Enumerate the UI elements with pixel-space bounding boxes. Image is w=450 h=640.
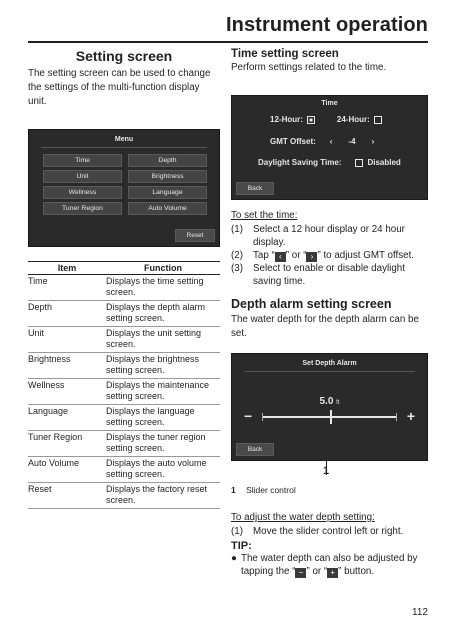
step-text-part: ” to adjust GMT offset. [317, 250, 415, 261]
table-header-function: Function [106, 262, 220, 275]
table-cell-function: Displays the factory reset screen. [106, 483, 220, 509]
left-column [28, 48, 220, 509]
table-row [28, 353, 220, 379]
time-step [231, 249, 428, 262]
depth-slider-handle[interactable] [330, 410, 332, 424]
step-text-part: ” or “ [285, 250, 307, 261]
time-back-button[interactable]: Back [236, 182, 274, 195]
menu-reset-button[interactable]: Reset [175, 229, 215, 242]
daylight-saving-option: Disabled [367, 158, 401, 167]
time-steps [231, 209, 428, 288]
plus-icon: + [327, 568, 338, 578]
to-set-time-label: To set the time: [231, 210, 298, 221]
table-row [28, 327, 220, 353]
hour-format-row [270, 115, 382, 124]
daylight-saving-row [258, 158, 401, 167]
table-cell-item: Auto Volume [28, 457, 106, 483]
plus-button[interactable]: + [406, 408, 415, 424]
depth-divider [244, 371, 415, 372]
caption-text: Slider control [246, 485, 296, 495]
time-screen-illustration [231, 95, 428, 200]
step-text [253, 249, 414, 262]
step-text: Move the slider control left or right. [253, 526, 404, 537]
menu-unit-button[interactable]: Unit [43, 170, 122, 183]
table-cell-item: Language [28, 405, 106, 431]
12-hour-label: 12-Hour: [270, 115, 303, 124]
24-hour-checkbox[interactable] [374, 116, 382, 124]
adjust-step [231, 525, 428, 538]
minus-button[interactable]: − [244, 408, 253, 424]
table-cell-item: Reset [28, 483, 106, 509]
depth-adjust-steps [231, 511, 428, 578]
caption-number: 1 [231, 485, 236, 495]
step-text-part: Tap “ [253, 250, 275, 261]
time-setting-intro: Perform settings related to the time. [231, 62, 387, 73]
menu-wellness-button[interactable]: Wellness [43, 186, 122, 199]
settings-item-table [28, 261, 220, 509]
bullet-icon: ● [231, 553, 237, 564]
step-number: (3) [231, 263, 243, 274]
table-row [28, 405, 220, 431]
page-header-title: Instrument operation [225, 14, 428, 36]
depth-alarm-intro: The water depth for the depth alarm can be set. [231, 314, 419, 339]
setting-screen-title: Setting screen [75, 48, 173, 64]
tip-title: TIP: [231, 540, 252, 552]
table-cell-item: Tuner Region [28, 431, 106, 457]
table-cell-function: Displays the language setting screen. [106, 405, 220, 431]
table-cell-function: Displays the time setting screen. [106, 275, 220, 301]
step-number: (2) [231, 250, 243, 261]
menu-time-button[interactable]: Time [43, 154, 122, 167]
menu-depth-button[interactable]: Depth [128, 154, 207, 167]
table-cell-function: Displays the maintenance setting screen. [106, 379, 220, 405]
table-cell-function: Displays the brightness setting screen. [106, 353, 220, 379]
table-cell-function: Displays the tuner region setting screen. [106, 431, 220, 457]
depth-value: 5.0 [319, 396, 334, 407]
menu-divider [41, 147, 207, 148]
table-row [28, 275, 220, 301]
depth-screen-illustration [231, 353, 428, 461]
gmt-offset-label: GMT Offset: [270, 137, 316, 146]
right-column [231, 48, 428, 578]
depth-screen-title: Set Depth Alarm [302, 360, 357, 367]
tip-bullet [231, 552, 428, 578]
depth-back-button[interactable]: Back [236, 443, 274, 456]
callout-number: 1 [323, 465, 330, 477]
menu-screen-illustration [28, 129, 220, 247]
tip-text-part: ” button. [338, 566, 375, 577]
daylight-saving-label: Daylight Saving Time: [258, 158, 342, 167]
chevron-left-icon: ‹ [275, 252, 286, 262]
gmt-offset-value: -4 [348, 137, 356, 146]
adjust-depth-label: To adjust the water depth setting: [231, 512, 375, 523]
table-cell-function: Displays the unit setting screen. [106, 327, 220, 353]
table-row [28, 301, 220, 327]
menu-language-button[interactable]: Language [128, 186, 207, 199]
chevron-right-icon: › [306, 252, 317, 262]
time-step [231, 223, 428, 249]
table-row [28, 431, 220, 457]
step-text: Select to enable or disable daylight saving time. [253, 263, 405, 287]
menu-button-grid [43, 154, 207, 215]
table-cell-item: Wellness [28, 379, 106, 405]
minus-icon: − [295, 568, 306, 578]
tip-text-part: The water depth can also be adjusted by tapping the “ [241, 553, 418, 577]
gmt-increase-chevron-icon[interactable]: › [371, 137, 375, 146]
figure-caption [231, 485, 428, 495]
table-cell-item: Time [28, 275, 106, 301]
table-row [28, 379, 220, 405]
gmt-offset-row [270, 137, 374, 146]
tip-text-part: ” or “ [306, 566, 328, 577]
menu-tuner-region-button[interactable]: Tuner Region [43, 202, 122, 215]
table-row [28, 483, 220, 509]
depth-value-display [232, 396, 427, 407]
setting-screen-intro: The setting screen can be used to change the settings of the multi-function display unit. [28, 68, 211, 107]
tip-text [241, 552, 428, 578]
12-hour-checkbox[interactable] [307, 116, 315, 124]
depth-unit: ft [336, 400, 340, 406]
page-number: 112 [412, 607, 428, 618]
menu-screen-title: Menu [114, 136, 134, 143]
daylight-saving-checkbox[interactable] [355, 159, 363, 167]
depth-alarm-title: Depth alarm setting screen [231, 297, 392, 311]
gmt-decrease-chevron-icon[interactable]: ‹ [329, 137, 333, 146]
time-screen-title: Time [321, 100, 338, 107]
step-text: Select a 12 hour display or 24 hour display. [253, 224, 405, 248]
menu-auto-volume-button[interactable]: Auto Volume [128, 202, 207, 215]
step-number: (1) [231, 526, 243, 537]
table-cell-item: Depth [28, 301, 106, 327]
table-row [28, 457, 220, 483]
step-number: (1) [231, 224, 243, 235]
slider-max-tick [396, 413, 397, 421]
table-header-item: Item [28, 262, 106, 275]
table-cell-item: Brightness [28, 353, 106, 379]
slider-min-tick [262, 413, 263, 421]
menu-brightness-button[interactable]: Brightness [128, 170, 207, 183]
header-rule [28, 41, 428, 43]
time-step [231, 262, 428, 288]
24-hour-label: 24-Hour: [336, 115, 370, 124]
time-setting-title: Time setting screen [231, 48, 339, 60]
table-cell-function: Displays the depth alarm setting screen. [106, 301, 220, 327]
table-cell-function: Displays the auto volume setting screen. [106, 457, 220, 483]
table-cell-item: Unit [28, 327, 106, 353]
